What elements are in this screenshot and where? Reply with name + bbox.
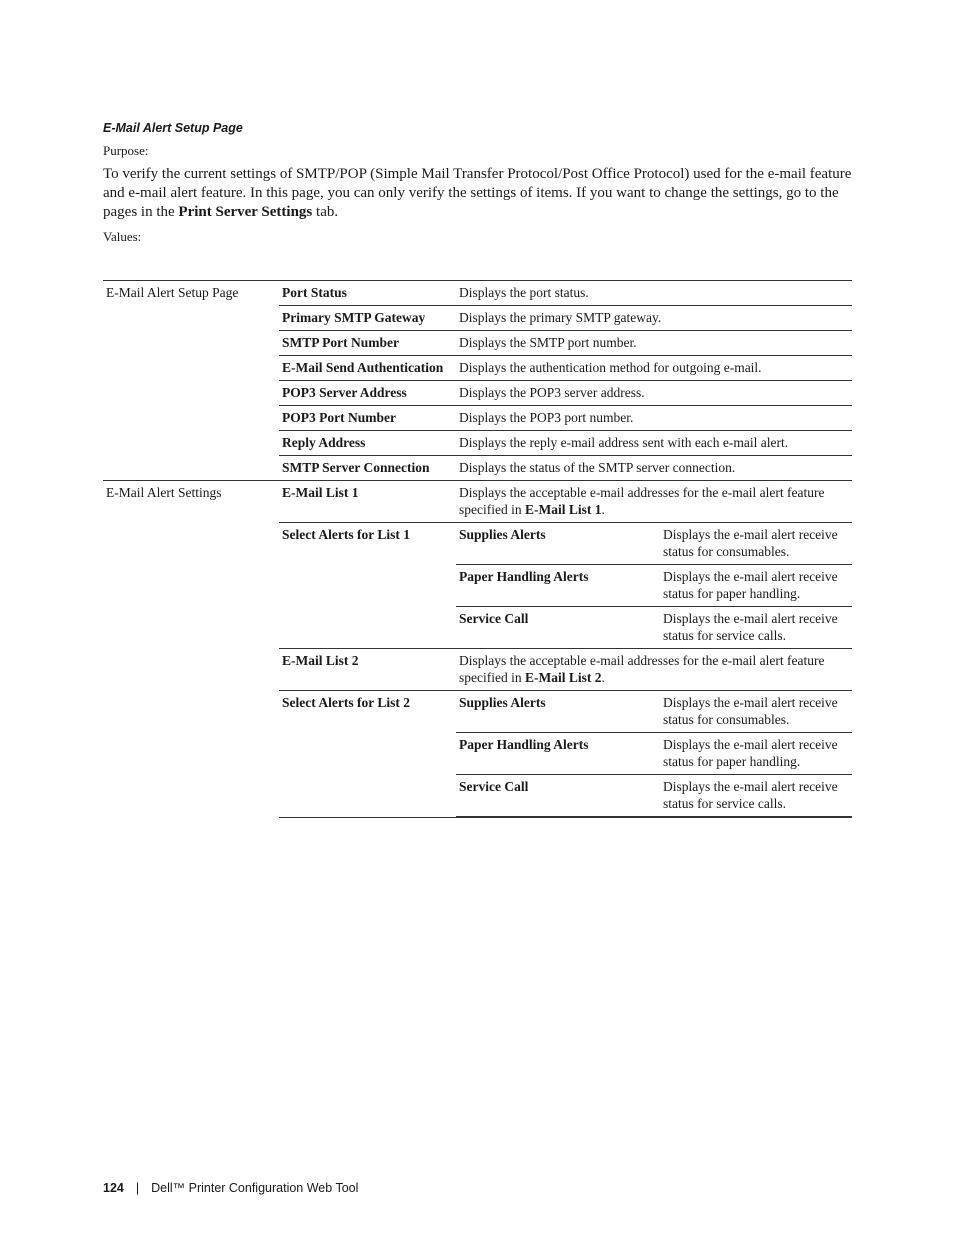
purpose-label: Purpose: xyxy=(103,143,149,158)
sub-items-table xyxy=(456,691,852,817)
values-label: Values: xyxy=(103,229,142,244)
item-description: Displays the POP3 port number. xyxy=(456,406,852,431)
item-name: E-Mail Send Authentication xyxy=(279,356,456,381)
values-table xyxy=(103,280,852,818)
footer-title: Dell™ Printer Configuration Web Tool xyxy=(151,1181,359,1195)
item-name: POP3 Port Number xyxy=(279,406,456,431)
item-name: E-Mail List 1 xyxy=(279,481,456,523)
item-name: Primary SMTP Gateway xyxy=(279,306,456,331)
item-name: Port Status xyxy=(279,281,456,306)
item-description: Displays the authentication method for outgoing e-mail. xyxy=(456,356,852,381)
intro-text-before: To verify the current settings of SMTP/POP (Simple Mail Transfer Protocol/Post Office Protocol) used for the e-mail feature and e-mail alert feature. In this page, you can only verify the settings of items. If you want to change the settings, go to the pages in the xyxy=(103,166,852,220)
sub-item-description: Displays the e-mail alert receive status for service calls. xyxy=(660,775,852,817)
item-name: E-Mail List 2 xyxy=(279,649,456,691)
item-name: SMTP Port Number xyxy=(279,331,456,356)
sub-item-name: Supplies Alerts xyxy=(459,527,546,542)
sub-item-name: Paper Handling Alerts xyxy=(456,733,660,775)
sub-item-description: Displays the e-mail alert receive status for consumables. xyxy=(663,527,838,559)
item-description: Displays the acceptable e-mail addresses for the e-mail alert feature specified in E-Mail List 2. xyxy=(456,649,852,691)
sub-item-description: Displays the e-mail alert receive status for paper handling. xyxy=(660,565,852,607)
sub-row xyxy=(456,691,852,733)
page-footer xyxy=(103,1181,358,1195)
sub-item-name: Service Call xyxy=(456,775,660,817)
sub-item-description: Displays the e-mail alert receive status for paper handling. xyxy=(660,733,852,775)
item-description: Displays the reply e-mail address sent with each e-mail alert. xyxy=(456,431,852,456)
sub-row xyxy=(456,523,852,565)
sub-item-description: Displays the e-mail alert receive status for service calls. xyxy=(660,607,852,649)
intro-bold-tab-name: Print Server Settings xyxy=(178,204,313,220)
intro-text-after: tab. xyxy=(312,204,339,220)
footer-separator: | xyxy=(135,1181,140,1195)
sub-items-table xyxy=(456,523,852,648)
item-name: Select Alerts for List 1 xyxy=(279,523,456,649)
item-description: Displays the POP3 server address. xyxy=(456,381,852,406)
sub-row xyxy=(456,607,852,649)
page-number: 124 xyxy=(103,1181,124,1195)
item-description: Displays the status of the SMTP server connection. xyxy=(456,456,852,481)
sub-item-name: Paper Handling Alerts xyxy=(456,565,660,607)
item-description: Displays the port status. xyxy=(456,281,852,306)
item-description: Displays the acceptable e-mail addresses for the e-mail alert feature specified in E-Mail List 1. xyxy=(456,481,852,523)
item-name: POP3 Server Address xyxy=(279,381,456,406)
item-name: Reply Address xyxy=(279,431,456,456)
item-description: Displays the SMTP port number. xyxy=(456,331,852,356)
sub-items xyxy=(456,523,852,649)
item-name: SMTP Server Connection xyxy=(279,456,456,481)
section-title: E-Mail Alert Setup Page xyxy=(103,121,243,135)
group-name: E-Mail Alert Setup Page xyxy=(103,281,279,481)
sub-item-name: Service Call xyxy=(456,607,660,649)
sub-items xyxy=(456,691,852,818)
item-name: Select Alerts for List 2 xyxy=(279,691,456,818)
item-description: Displays the primary SMTP gateway. xyxy=(456,306,852,331)
sub-item-description: Displays the e-mail alert receive status for consumables. xyxy=(660,691,852,733)
sub-row xyxy=(456,565,852,607)
table-row xyxy=(103,481,852,523)
intro-paragraph xyxy=(103,165,855,222)
group-name: E-Mail Alert Settings xyxy=(103,481,279,818)
sub-item-name: Supplies Alerts xyxy=(456,691,660,733)
sub-row xyxy=(456,733,852,775)
sub-row xyxy=(456,775,852,817)
table-row xyxy=(103,281,852,306)
